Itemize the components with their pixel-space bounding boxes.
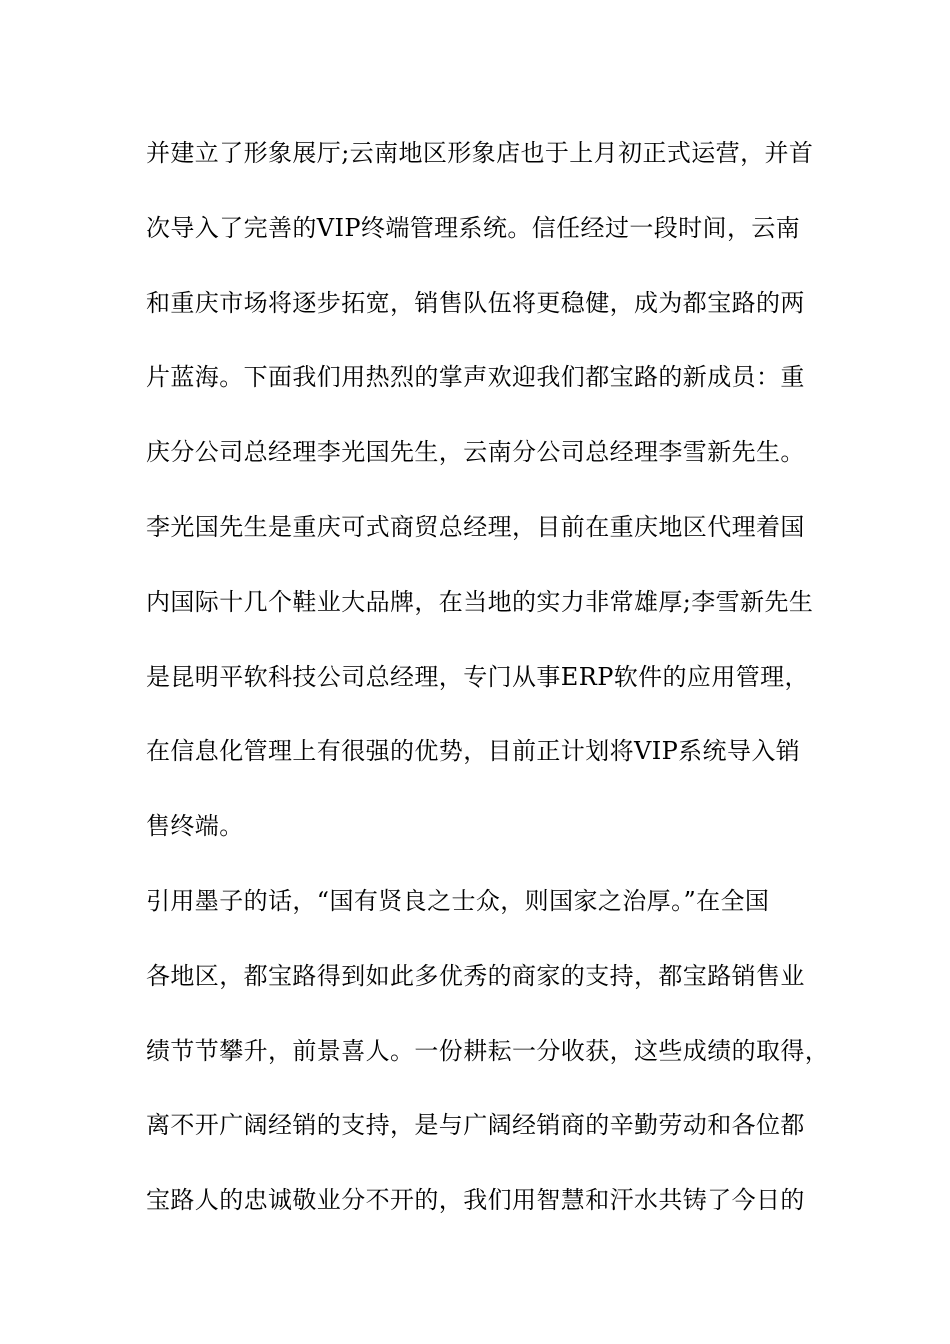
body-text bbox=[146, 130, 830, 1252]
text-line-13: 绩节节攀升，前景喜人。一份耕耘一分收获，这些成绩的取得， bbox=[146, 1036, 830, 1065]
text-line-12: 各地区，都宝路得到如此多优秀的商家的支持，都宝路销售业 bbox=[146, 961, 805, 990]
text-line-1: 并建立了形象展厅;云南地区形象店也于上月初正式运营，并首 bbox=[146, 139, 814, 167]
text-line-5: 庆分公司总经理李光国先生，云南分公司总经理李雪新先生。 bbox=[146, 438, 805, 467]
text-line-10: 售终端。 bbox=[146, 812, 244, 841]
text-line-3: 和重庆市场将逐步拓宽，销售队伍将更稳健，成为都宝路的两 bbox=[146, 288, 805, 317]
text-line-11: 引用墨子的话，“国有贤良之士众，则国家之治厚。”在全国 bbox=[146, 886, 770, 915]
text-line-4: 片蓝海。下面我们用热烈的掌声欢迎我们都宝路的新成员：重 bbox=[146, 363, 805, 392]
text-line-8: 是昆明平软科技公司总经理，专门从事ERP软件的应用管理， bbox=[146, 662, 809, 691]
text-line-15: 宝路人的忠诚敬业分不开的，我们用智慧和汗水共铸了今日的 bbox=[146, 1186, 805, 1215]
text-line-2: 次导入了完善的VIP终端管理系统。信任经过一段时间，云南 bbox=[146, 213, 801, 242]
text-line-6: 李光国先生是重庆可式商贸总经理，目前在重庆地区代理着国 bbox=[146, 512, 805, 541]
text-line-9: 在信息化管理上有很强的优势，目前正计划将VIP系统导入销 bbox=[146, 737, 801, 766]
text-line-7: 内国际十几个鞋业大品牌，在当地的实力非常雄厚;李雪新先生 bbox=[146, 587, 814, 616]
text-line-14: 离不开广阔经销的支持，是与广阔经销商的辛勤劳动和各位都 bbox=[146, 1111, 805, 1140]
